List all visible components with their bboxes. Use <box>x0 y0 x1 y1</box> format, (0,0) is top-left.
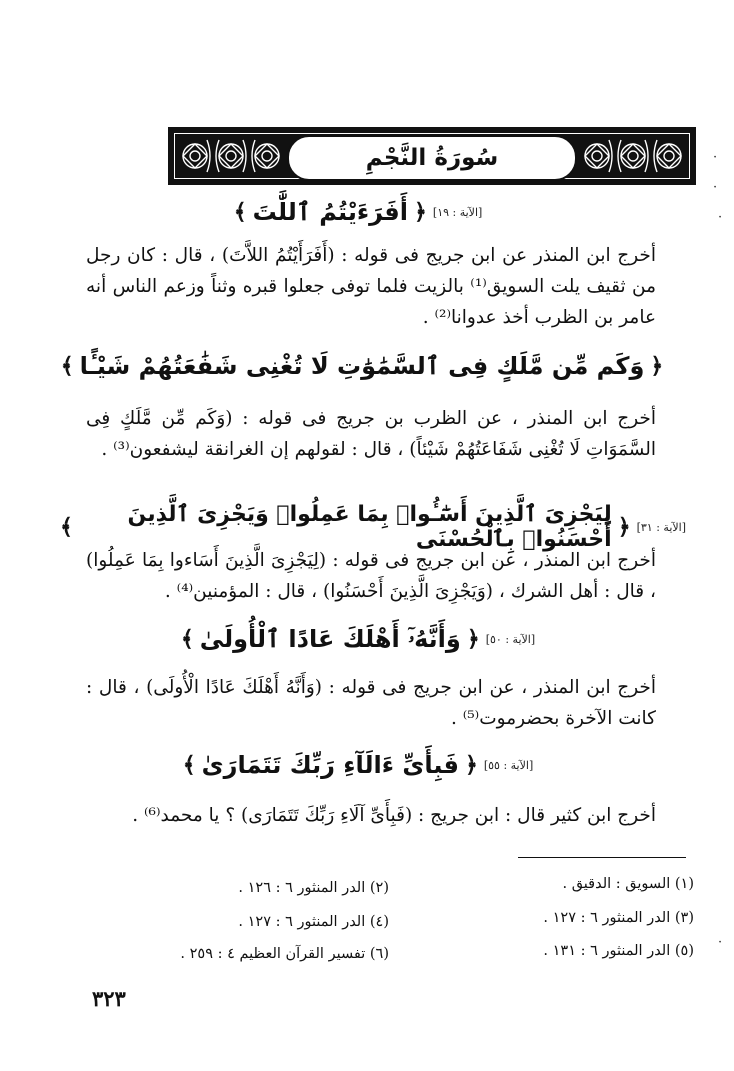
margin-mark: · <box>718 210 723 225</box>
surah-title-cartouche <box>287 135 577 181</box>
footnote-6: (٦) تفسير القرآن العظيم ٤ : ٢٥٩ . <box>180 946 389 962</box>
commentary-text: أخرج ابن المنذر ، عن ابن جريج فى قوله : (وَأَنَّهُ أَهْلَكَ عَادًا الْأُولَى) ، قال : كانت الآخرة بحضرموت⁽⁵⁾ . <box>86 677 656 729</box>
verse-reference: [الآية : ٣١] <box>636 520 686 534</box>
verse-text: فَبِأَىِّ ءَالَآءِ رَبِّكَ تَتَمَارَىٰ <box>201 751 459 779</box>
verse-reference: [الآية : ٥٠] <box>485 632 536 646</box>
surah-title: سُورَةُ النَّجْمِ <box>365 145 499 171</box>
margin-mark: · <box>713 150 718 165</box>
verse-text: أَفَرَءَيْتُمُ ٱللَّٰتَ <box>252 198 408 226</box>
ornament-right-icon <box>579 136 687 176</box>
commentary-text: أخرج ابن كثير قال : ابن جريج : (فَبِأَىِّ آلَاءِ رَبِّكَ تَتَمَارَى) ؟ يا محمد⁽⁶⁾ . <box>132 805 656 826</box>
verse-heading-2 <box>60 352 664 380</box>
verse-text: وَكَم مِّن مَّلَكٍ فِى ٱلسَّمَٰوَٰتِ لَا تُغْنِى شَفَٰعَتُهُمْ شَيْـًٔا <box>79 352 645 380</box>
footnote-2: (٢) الدر المنثور ٦ : ١٢٦ . <box>238 880 389 896</box>
verse-bracket-open: ﴾ <box>182 752 196 778</box>
commentary-text: أخرج ابن المنذر ، عن ابن جريج فى قوله : (لِيَجْزِىَ الَّذِينَ أَسَاءوا بِمَا عَمِلُوا) ، قال : أهل الشرك ، (وَيَجْزِىَ الَّذِينَ أَحْسَنُوا) ، قال : المؤمنين⁽⁴⁾ . <box>86 550 656 602</box>
verse-bracket-open: ﴾ <box>233 199 247 225</box>
verse-text: لِيَجْزِىَ ٱلَّذِينَ أَسَٰٓـُٔوا۟ بِمَا عَمِلُوا۟ وَيَجْزِىَ ٱلَّذِينَ أَحْسَنُوا۟ بِٱلْحُسْنَى <box>127 502 612 552</box>
page-number: ٣٢٣ <box>92 986 126 1011</box>
commentary-paragraph-2 <box>86 403 656 465</box>
verse-heading-4 <box>60 625 664 653</box>
commentary-paragraph-4 <box>86 672 656 734</box>
verse-bracket-close: ﴿ <box>617 514 631 540</box>
commentary-paragraph-3 <box>86 545 656 607</box>
verse-reference: [الآية : ٥٥] <box>483 758 534 772</box>
verse-heading-5 <box>60 751 664 779</box>
verse-bracket-open: ﴾ <box>180 626 194 652</box>
commentary-paragraph-5 <box>86 800 656 831</box>
footnote-divider <box>518 857 686 858</box>
verse-bracket-close: ﴿ <box>464 752 478 778</box>
ornament-left-icon <box>177 136 285 176</box>
verse-text: وَأَنَّهُۥٓ أَهْلَكَ عَادًا ٱلْأُولَىٰ <box>199 625 461 653</box>
margin-mark: · <box>713 180 718 195</box>
footnote-1: (١) السويق : الدقيق . <box>562 876 694 892</box>
verse-bracket-close: ﴿ <box>466 626 480 652</box>
verse-bracket-close: ﴿ <box>650 353 664 379</box>
footnote-3: (٣) الدر المنثور ٦ : ١٢٧ . <box>543 910 694 926</box>
surah-header-banner <box>168 127 696 185</box>
footnote-4: (٤) الدر المنثور ٦ : ١٢٧ . <box>238 914 389 930</box>
verse-bracket-open: ﴾ <box>60 353 74 379</box>
verse-reference: [الآية : ١٩] <box>432 205 483 219</box>
commentary-text: أخرج ابن المنذر عن ابن جريج فى قوله : (أَفَرَأَيْتُمُ اللاَّتَ) ، قال : كان رجل من ثقيف يلت السويق⁽¹⁾ بالزيت فلما توفى جعلوا قبره وثناً وزعم الناس أنه عامر بن الظرب أخذ عدوانا⁽²⁾ . <box>86 245 657 328</box>
footnote-5: (٥) الدر المنثور ٦ : ١٣١ . <box>543 943 694 959</box>
commentary-paragraph-1 <box>86 240 656 333</box>
verse-bracket-open: ﴾ <box>60 514 73 540</box>
margin-mark: · <box>718 935 723 950</box>
commentary-text: أخرج ابن المنذر ، عن الظرب بن جريج فى قوله : (وَكَم مِّن مَّلَكٍ فِى السَّمَوَاتِ لَا تُغْنِى شَفَاعَتُهُمْ شَيْئاً) ، قال : لقولهم إن الغرانقة ليشفعون⁽³⁾ . <box>86 408 656 460</box>
verse-bracket-close: ﴿ <box>414 199 427 225</box>
verse-heading-1 <box>60 198 664 226</box>
